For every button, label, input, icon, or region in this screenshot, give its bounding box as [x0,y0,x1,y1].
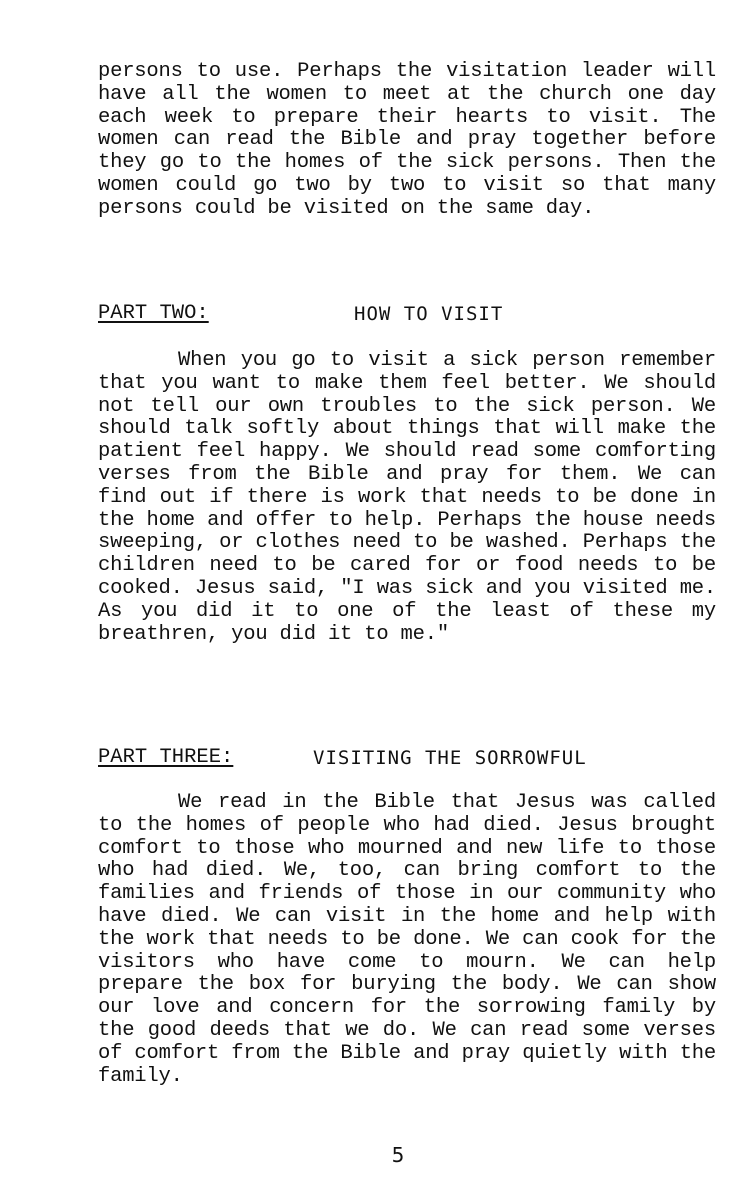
page-number: 5 [391,1143,405,1167]
part-two-label: PART TWO: [98,302,209,325]
intro-paragraph: persons to use. Perhaps the visitation leader will have all the women to meet at the church one day each week to prepare their hearts to visit. The women can read the Bible and pray together before they go to the homes of the sick persons. Then the women could go two by two to visit so that many persons could be visited on the same day. [98,60,716,220]
part-three-heading [98,746,716,772]
part-three-label: PART THREE: [98,746,234,769]
part-three-paragraph: We read in the Bible that Jesus was called to the homes of people who had died. Jesus brought comfort to those who mourned and new life to those who had died. We, too, can bring comfort to the families and friends of those in our community who have died. We can visit in the home and help with the work that needs to be done. We can cook for the visitors who have come to mourn. We can help prepare the box for burying the body. We can show our love and concern for the sorrowing family by the good deeds that we do. We can read some verses of comfort from the Bible and pray quietly with the family. [98,791,716,1088]
part-two-paragraph: When you go to visit a sick person remember that you want to make them feel better. We should not tell our own troubles to the sick person. We should talk softly about things that will make the patient feel happy. We should read some comforting verses from the Bible and pray for them. We can find out if there is work that needs to be done in the home and offer to help. Perhaps the house needs sweeping, or clothes need to be washed. Perhaps the children need to be cared for or food needs to be cooked. Jesus said, "I was sick and you visited me. As you did it to one of the least of these my breathren, you did it to me." [98,349,716,646]
part-two-heading [98,302,716,328]
part-two-title: HOW TO VISIT [354,303,504,325]
part-three-title: VISITING THE SORROWFUL [313,747,587,769]
